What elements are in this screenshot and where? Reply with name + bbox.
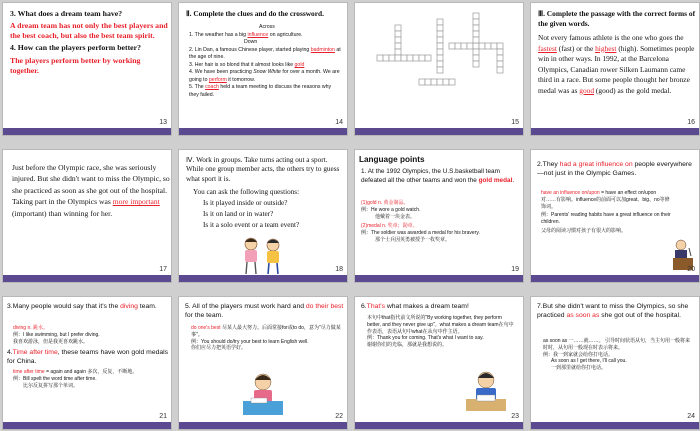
note-medal: (2)medal n. 奖章；勋章。: [361, 223, 418, 230]
slide-number: 23: [511, 413, 519, 420]
slide-title: Ⅳ. Work in groups. Take turns acting out a sport. While one group member acts, the others try to guess what sport it is.: [186, 156, 340, 183]
answer-3: A dream team has not only the best players and the best coach, but also the best team spirit.: [10, 21, 168, 41]
crossword-grid: [355, 3, 524, 123]
slide-number: 16: [687, 119, 695, 126]
note-influence: have an influence on/upon = have an effect on/upon 对……有影响。influence的前面可以加great、big、no等修饰词。: [541, 190, 670, 210]
slide-17[interactable]: [2, 149, 172, 283]
example-medal: 例：The soldier was awarded a medal for his bravery.: [361, 230, 480, 236]
blank-more-important: more important: [112, 197, 160, 207]
passage: Not every famous athlete is the one who goes the fastest (fast) or the highest (high). Sometimes people win in other ways. In 1992, at the Barcelona Olympics, Canadian rower Silken Laumann came third in a race. But some people thought her bronze medal was as good (good) as the gold medal.: [538, 33, 695, 95]
question-solo-team: Is it a solo event or a team event?: [203, 221, 300, 230]
translation-gold: 他戴着一块金表。: [375, 213, 416, 220]
translation-as-soon-as: 一到那里就给你打电话。: [551, 365, 607, 371]
slide-24[interactable]: [530, 296, 700, 430]
clue-2: 2. Lin Dan, a famous Chinese player, started playing badminton at the age of nine.: [189, 46, 341, 61]
slide-number: 20: [687, 266, 695, 273]
slide-number: 18: [335, 266, 343, 273]
point-7: 7.But she didn't want to miss the Olympics, so she practiced as soon as she got out of the hospital.: [537, 303, 689, 319]
slide-number: 24: [687, 413, 695, 420]
slide-number: 19: [511, 266, 519, 273]
slide-22[interactable]: [178, 296, 348, 430]
kids-illustration: [237, 236, 287, 276]
slide-number: 14: [335, 119, 343, 126]
slide-footer-bar: [531, 422, 699, 429]
answer-4: The players perform better by working together.: [10, 55, 141, 75]
blank-fastest: fastest: [538, 43, 557, 53]
slide-23[interactable]: [354, 296, 524, 430]
slide-13[interactable]: [2, 2, 172, 136]
slide-footer-bar: [3, 422, 171, 429]
slide-18[interactable]: [178, 149, 348, 283]
slide-footer-bar: [531, 275, 699, 282]
slide-20[interactable]: [530, 149, 700, 283]
slide-title: Ⅱ. Complete the clues and do the crossword.: [186, 9, 324, 18]
example-gold: 例：He wore a gold watch.: [361, 206, 421, 213]
slide-footer-bar: [531, 128, 699, 135]
slide-footer-bar: [355, 275, 523, 282]
note-thats: 本句中that指代前文所说的"By working together, they perform better, and they never give up"。what makes a dream team在句中作表语，表语从句中what在从句中作主语。: [367, 315, 514, 335]
slide-footer-bar: [355, 128, 523, 135]
slide-21[interactable]: [2, 296, 172, 430]
point-3: 3.Many people would say that it's the diving team.: [7, 303, 157, 310]
point-4: 4.Time after time, these teams have won gold medals for China.: [7, 349, 169, 365]
slide-number: 21: [159, 413, 167, 420]
translation-time-after-time: 比尔反复拼写那个单词。: [23, 382, 79, 389]
question-land-water: Is it on land or in water?: [203, 210, 274, 219]
slide-title: Ⅲ. Complete the passage with the correct forms of the given words.: [538, 9, 696, 28]
point-5: 5. All of the players must work hard and do their best for the team.: [185, 303, 344, 319]
translation-medal: 那个士兵因英勇被授予一枚奖章。: [375, 236, 451, 243]
point-1: 1. At the 1992 Olympics, the U.S.basketball team defeated all the other teams and won the gold medal.: [361, 168, 515, 184]
slide-number: 22: [335, 413, 343, 420]
blank-good: good: [579, 85, 595, 95]
note-gold: (1)gold n. 黄金制品。: [361, 200, 409, 206]
example-diving: 例：I like swimming, but I prefer diving.: [13, 331, 100, 338]
slide-footer-bar: [179, 128, 347, 135]
example-as-soon-as: As soon as I get there, I'll call you.: [551, 358, 627, 365]
translation-do-ones-best: 你们应尽力把英语学好。: [191, 345, 247, 352]
clue-1: 1. The weather has a big influence on agriculture.: [189, 31, 303, 38]
slide-footer-bar: [3, 275, 171, 282]
note-time-after-time: time after time = again and again 多次，反复，不断地。: [13, 369, 138, 375]
slide-19[interactable]: [354, 149, 524, 283]
down-label: Down: [244, 39, 258, 46]
clue-5: 5. The coach held a team meeting to discuss the reasons why they failed.: [189, 84, 332, 98]
example-cn-as-soon-as: 例：我一到家就会给你打电话。: [543, 351, 614, 358]
slide-footer-bar: [179, 422, 347, 429]
question-3: 3. What does a dream team have?: [10, 9, 123, 18]
clue-4: 4. We have been practicing Snow White for over a month. We are going to perform it tomorrow.: [189, 69, 340, 83]
student-illustration: [239, 371, 287, 417]
clue-3: 3. Her hair is so blond that it almost looks like gold: [189, 61, 305, 68]
blank-highest: highest: [595, 43, 617, 53]
question-inside-outside: Is it played inside or outside?: [203, 199, 288, 208]
ask-label: You can ask the following questions:: [193, 188, 300, 196]
passage: Just before the Olympic race, she was seriously injured. But she didn't want to miss the Olympic, so she practiced as soon as she got out of the hospital. Taking part in the Olympics was more important (important) than winning for her.: [12, 163, 170, 218]
across-label: Across: [259, 24, 275, 30]
slide-footer-bar: [3, 128, 171, 135]
slide-14[interactable]: [178, 2, 348, 136]
slide-16[interactable]: [530, 2, 700, 136]
translation-influence: 父母的阅读习惯对孩子有很大的影响。: [541, 227, 627, 234]
slide-footer-bar: [355, 422, 523, 429]
example-time-after-time: 例：Bill spelt the word time after time.: [13, 375, 97, 382]
point-6: 6.That's what makes a dream team!: [361, 303, 469, 310]
slide-footer-bar: [179, 275, 347, 282]
note-do-ones-best: do one's best 尽某人最大努力。后面常接for或to do，意为"尽力做某事"。: [191, 325, 341, 338]
slide-number: 17: [159, 266, 167, 273]
slide-15[interactable]: [354, 2, 524, 136]
question-4: 4. How can the players perform better?: [10, 43, 141, 53]
translation-thats: 谢谢你们的光临，那就是我想说的。: [367, 342, 448, 348]
reading-student-illustration: [463, 369, 509, 413]
point-2: 2.They had a great influence on people everywhere—not just in the Olympic Games.: [537, 161, 692, 178]
slide-number: 13: [159, 119, 167, 126]
slide-number: 15: [511, 119, 519, 126]
note-as-soon-as: as soon as 一……就……。 引导时间状语从句，当主句用一般将来时时，从句用一般现在时表示将来。: [543, 338, 690, 351]
example-thats: 例：Thank you for coming. That's what I want to say.: [367, 335, 484, 342]
note-diving: diving n. 跳水。: [13, 325, 49, 331]
example-influence: 例：Parents' reading habits have a great influence on their children.: [541, 212, 671, 225]
translation-diving: 我喜欢游泳，但是我更喜欢跳水。: [13, 338, 89, 345]
example-do-ones-best: 例：You should do/try your best to learn English well.: [191, 338, 309, 345]
slide-title: Language points: [359, 155, 425, 164]
